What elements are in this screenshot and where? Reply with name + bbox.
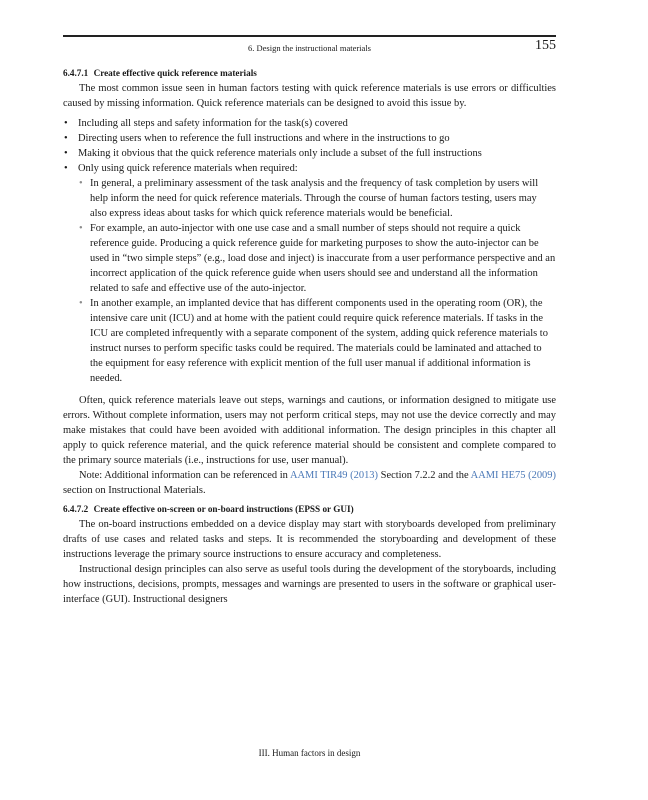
section2-paragraph-2: Instructional design principles can also serve as useful tools during the development of the storyboards, including how instructions, decisions, prompts, messages and warnings are presented to users in the software or graphical user-interface (GUI). Instructional designers <box>63 564 556 605</box>
sub-list-item: • In another example, an implanted device that has different components used in the operating room (OR), the intensive care unit (ICU) and at home with the patient could require quick reference materials. If tasks in the ICU are completed infrequently with a separate component of the system, adding quick reference materials to instruct nurses to perform specific tasks could be required. The materials could be laminated and attached to the equipment for easy reference with explicit mention of the full user manual if additional information is needed. <box>79 296 556 386</box>
note-prefix: Note: Additional information can be referenced in <box>79 470 288 481</box>
reference-link-aami-he75[interactable]: AAMI HE75 (2009) <box>470 470 556 481</box>
sub-list-item: • In general, a preliminary assessment of the task analysis and the frequency of task completion by users will help inform the need for quick reference materials. Through the course of human factors testing, users may also express ideas about tasks for which quick reference materials would be beneficial. <box>79 176 556 221</box>
page-number: 155 <box>535 38 556 53</box>
list-item <box>63 161 556 386</box>
sub-bullet-list <box>78 176 556 386</box>
section-title: Create effective on-screen or on-board instructions (EPSS or GUI) <box>93 504 354 514</box>
list-item: • Including all steps and safety information for the task(s) covered <box>63 116 556 131</box>
section1-paragraph-2: Often, quick reference materials leave out steps, warnings and cautions, or information designed to mitigate use errors. Without complete information, users may not perform critical steps, may not use the device correctly and may make mistakes that could have been avoided with additional information. The design principles in this chapter all apply to quick reference material, and the quick reference material should be consistent and complete compared to the primary source materials (i.e., instructions for use, user manual). <box>63 395 556 466</box>
note-suffix: section on Instructional Materials. <box>63 485 206 496</box>
page <box>63 0 556 800</box>
section-heading-6-4-7-1 <box>63 68 556 78</box>
sub-list-item: • For example, an auto-injector with one use case and a small number of steps should not require a quick reference guide. Producing a quick reference guide for marketing purposes to show the auto-injector can be used in “two simple steps” (e.g., load dose and inject) is inaccurate from a user performance perspective and an incorrect application of the quick reference guide when users should see and understand all the information related to safe and effective use of the auto-injector. <box>79 221 556 296</box>
running-header <box>63 35 556 57</box>
section1-intro-paragraph: The most common issue seen in human factors testing with quick reference materials is use errors or difficulties caused by missing information. Quick reference materials can be designed to avoid this issue by. <box>63 83 556 109</box>
section-number: 6.4.7.1 <box>63 68 89 78</box>
section-number: 6.4.7.2 <box>63 504 89 514</box>
reference-link-aami-tir49[interactable]: AAMI TIR49 (2013) <box>289 470 378 481</box>
running-header-title: 6. Design the instructional materials <box>248 43 371 53</box>
list-item: • Making it obvious that the quick reference materials only include a subset of the full instructions <box>63 146 556 161</box>
bullet-list <box>63 116 556 386</box>
section-title: Create effective quick reference materials <box>93 68 257 78</box>
note-middle: Section 7.2.2 and the <box>380 470 469 481</box>
section2-paragraph-1: The on-board instructions embedded on a device display may start with storyboards developed from preliminary drafts of use cases and related tasks and steps. It is recommended the storyboarding and development of these instructions leverage the primary source instructions to ensure accuracy and completeness. <box>63 519 556 560</box>
running-footer: III. Human factors in design <box>258 748 361 758</box>
note-paragraph <box>63 468 556 498</box>
list-item: • Directing users when to reference the full instructions and where in the instructions to go <box>63 131 556 146</box>
list-item-text: Only using quick reference materials when required: <box>78 163 298 174</box>
section-heading-6-4-7-2 <box>63 504 556 514</box>
page-body <box>63 68 556 607</box>
